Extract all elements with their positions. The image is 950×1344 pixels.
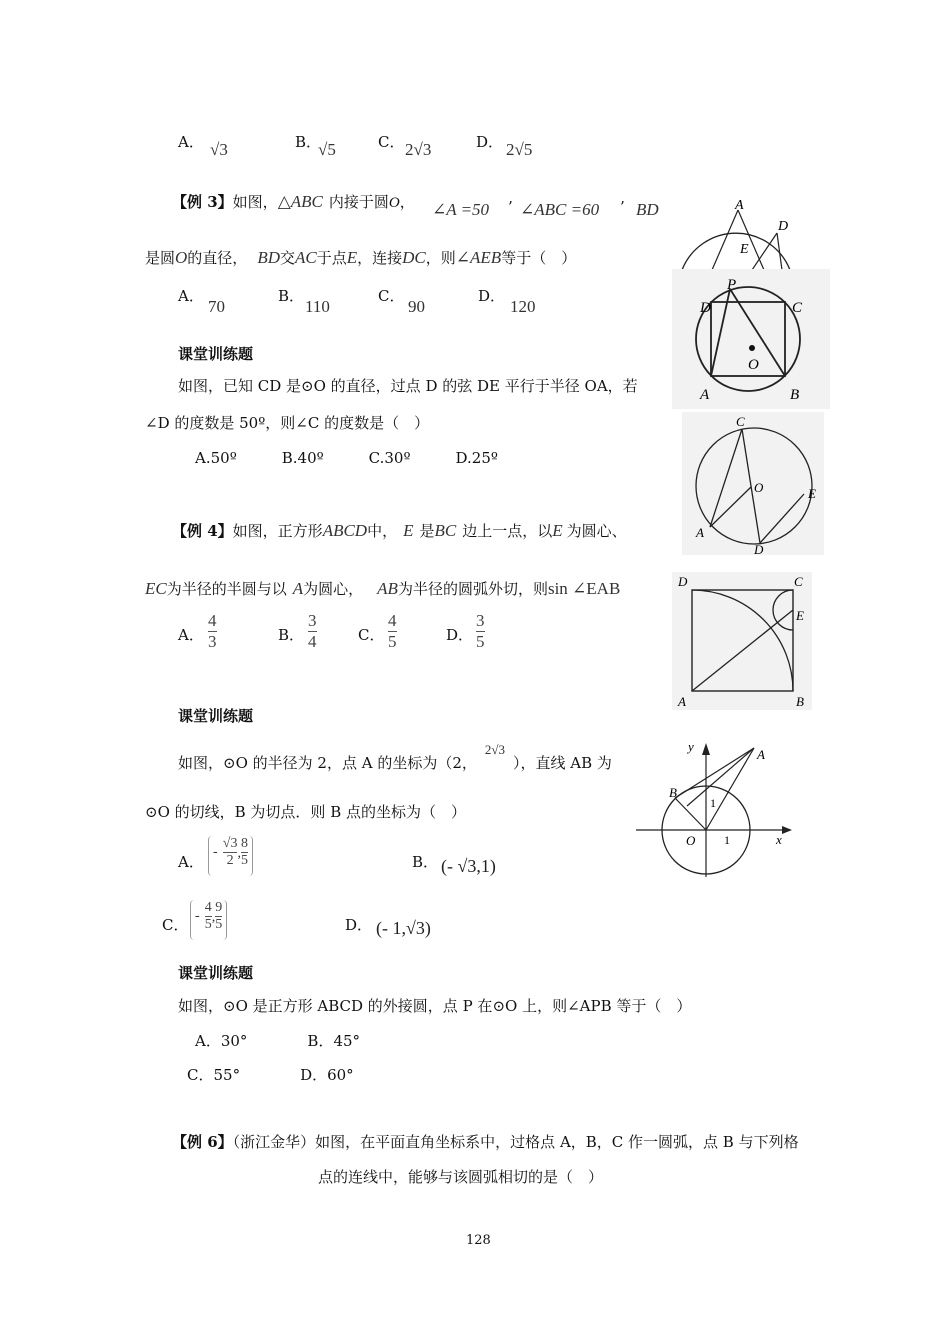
training-heading-1: 课堂训练题 <box>178 345 254 363</box>
label-b: B <box>790 387 800 403</box>
ex4-frac-b: $\frac{3}{4}$ <box>308 611 317 651</box>
label-e: E <box>740 242 749 257</box>
example-6-line-1: 【例 6】（浙江金华）如图，在平面直角坐标系中，过格点 A，B，C 作一圆弧，点 B 与下列格 <box>172 1133 799 1151</box>
train2-val-b: (- √3,1) <box>441 856 496 876</box>
example-4-line-1: 【例 4】如图，正方形ABCD中， E 是BC 边上一点，以E 为圆心、 <box>172 521 627 540</box>
figure-circle-cd <box>682 412 824 555</box>
train2-val-c: - $\frac{4}{5}$ , $\frac{9}{5}$ <box>190 900 227 940</box>
ex3-opt-d: D． <box>478 287 506 305</box>
option-d-value: 2√5 <box>506 140 533 159</box>
label-a: A <box>696 525 704 540</box>
training-2-line-1: 如图，⊙O 的半径为 2，点 A 的坐标为（2，2√3），直线 AB 为 <box>178 742 612 772</box>
label-a: A <box>700 387 710 403</box>
label-d: D <box>754 542 764 555</box>
angle-abc: ∠ABC =60 <box>520 200 600 219</box>
label-d: D <box>778 219 789 234</box>
ex3-val-c: 90 <box>408 297 425 316</box>
figure-square-circle <box>672 269 830 409</box>
ex3-val-a: 70 <box>208 297 225 316</box>
option-b-label: B． <box>295 133 322 151</box>
option-c-value: 2√3 <box>405 140 432 159</box>
label-a: A <box>735 198 744 213</box>
label-y: y <box>688 739 694 754</box>
page-number: 128 <box>466 1233 491 1248</box>
ex4-frac-c: $\frac{4}{5}$ <box>388 611 397 651</box>
training-1-options: A.50º B.40º C.30º D.25º <box>195 449 498 467</box>
figure-example-3 <box>672 195 807 270</box>
training-3-row-2: C．55° D．60° <box>187 1066 354 1084</box>
train2-val-a: - $\frac{√3}{2}$ , $\frac{8}{5}$ <box>208 836 253 876</box>
training-2-line-2: ⊙O 的切线，B 为切点．则 B 点的坐标为（ ） <box>145 803 466 821</box>
comma-sep-2: ’ <box>620 198 625 216</box>
option-c-label: C． <box>378 133 405 151</box>
ex4-opt-b: B． <box>278 626 305 644</box>
training-1-line-1: 如图，已知 CD 是⊙O 的直径，过点 D 的弦 DE 平行于半径 OA，若 <box>178 377 638 395</box>
label-a: A <box>757 747 765 762</box>
label-one-x: 1 <box>724 833 730 847</box>
ex3-opt-a: A． <box>178 287 204 305</box>
figure-example-4 <box>672 572 812 710</box>
ex4-frac-a: $\frac{4}{3}$ <box>208 611 217 651</box>
label-e: E <box>796 608 804 623</box>
ex3-val-d: 120 <box>510 297 536 316</box>
label-c: C <box>736 414 745 429</box>
ex3-val-b: 110 <box>305 297 330 316</box>
label-e: E <box>808 486 816 501</box>
example-3-line-1: 【例 3】如图，△ABC 内接于圆O， <box>172 192 415 211</box>
training-heading-3: 课堂训练题 <box>178 964 254 982</box>
bd-label: BD <box>636 200 659 219</box>
train2-opt-a: A． <box>178 853 204 871</box>
label-b: B <box>796 694 804 709</box>
training-3-line-1: 如图，⊙O 是正方形 ABCD 的外接圆，点 P 在⊙O 上，则∠APB 等于（ ） <box>178 997 692 1015</box>
training-heading-2: 课堂训练题 <box>178 707 254 725</box>
label-d: D <box>678 574 688 589</box>
option-b-value: √5 <box>318 140 336 159</box>
ex4-opt-d: D． <box>446 626 474 644</box>
ex4-frac-d: $\frac{3}{5}$ <box>476 611 485 651</box>
train2-opt-c: C． <box>162 916 189 934</box>
ex4-opt-c: C． <box>358 626 385 644</box>
label-o: O <box>686 833 696 848</box>
figure-coordinate <box>632 735 797 880</box>
train2-opt-b: B． <box>412 853 439 871</box>
label-p: P <box>727 277 737 293</box>
label-b: B <box>669 785 677 800</box>
training-3-row-1: A．30° B．45° <box>195 1032 361 1050</box>
train2-val-d: (- 1,√3) <box>376 918 431 938</box>
example-4-line-2: EC为半径的半圆与以 A为圆心， AB为半径的圆弧外切，则sin ∠EAB <box>145 579 621 598</box>
angle-a: ∠A =50 <box>432 200 490 219</box>
training-1-line-2: ∠D 的度数是 50º，则∠C 的度数是（ ） <box>145 414 430 432</box>
train2-opt-d: D． <box>345 916 373 934</box>
comma-sep: ’ <box>508 198 513 216</box>
ex4-opt-a: A． <box>178 626 204 644</box>
label-d: D <box>700 300 711 316</box>
option-d-label: D． <box>476 133 504 151</box>
label-c: C <box>794 574 803 589</box>
label-o: O <box>748 357 759 373</box>
label-o: O <box>754 480 764 495</box>
option-a-value: √3 <box>210 140 228 159</box>
ex3-opt-c: C． <box>378 287 405 305</box>
option-a-label: A． <box>178 133 204 151</box>
example-3-line-2: 是圆O的直径， BD交AC于点E，连接DC，则∠AEB等于（ ） <box>145 248 577 267</box>
label-a: A <box>678 694 686 709</box>
label-c: C <box>792 300 803 316</box>
ex3-opt-b: B． <box>278 287 305 305</box>
label-one-y: 1 <box>710 796 716 810</box>
example-6-line-2: 点的连线中，能够与该圆弧相切的是（ ） <box>318 1168 604 1186</box>
label-x: x <box>776 832 782 847</box>
